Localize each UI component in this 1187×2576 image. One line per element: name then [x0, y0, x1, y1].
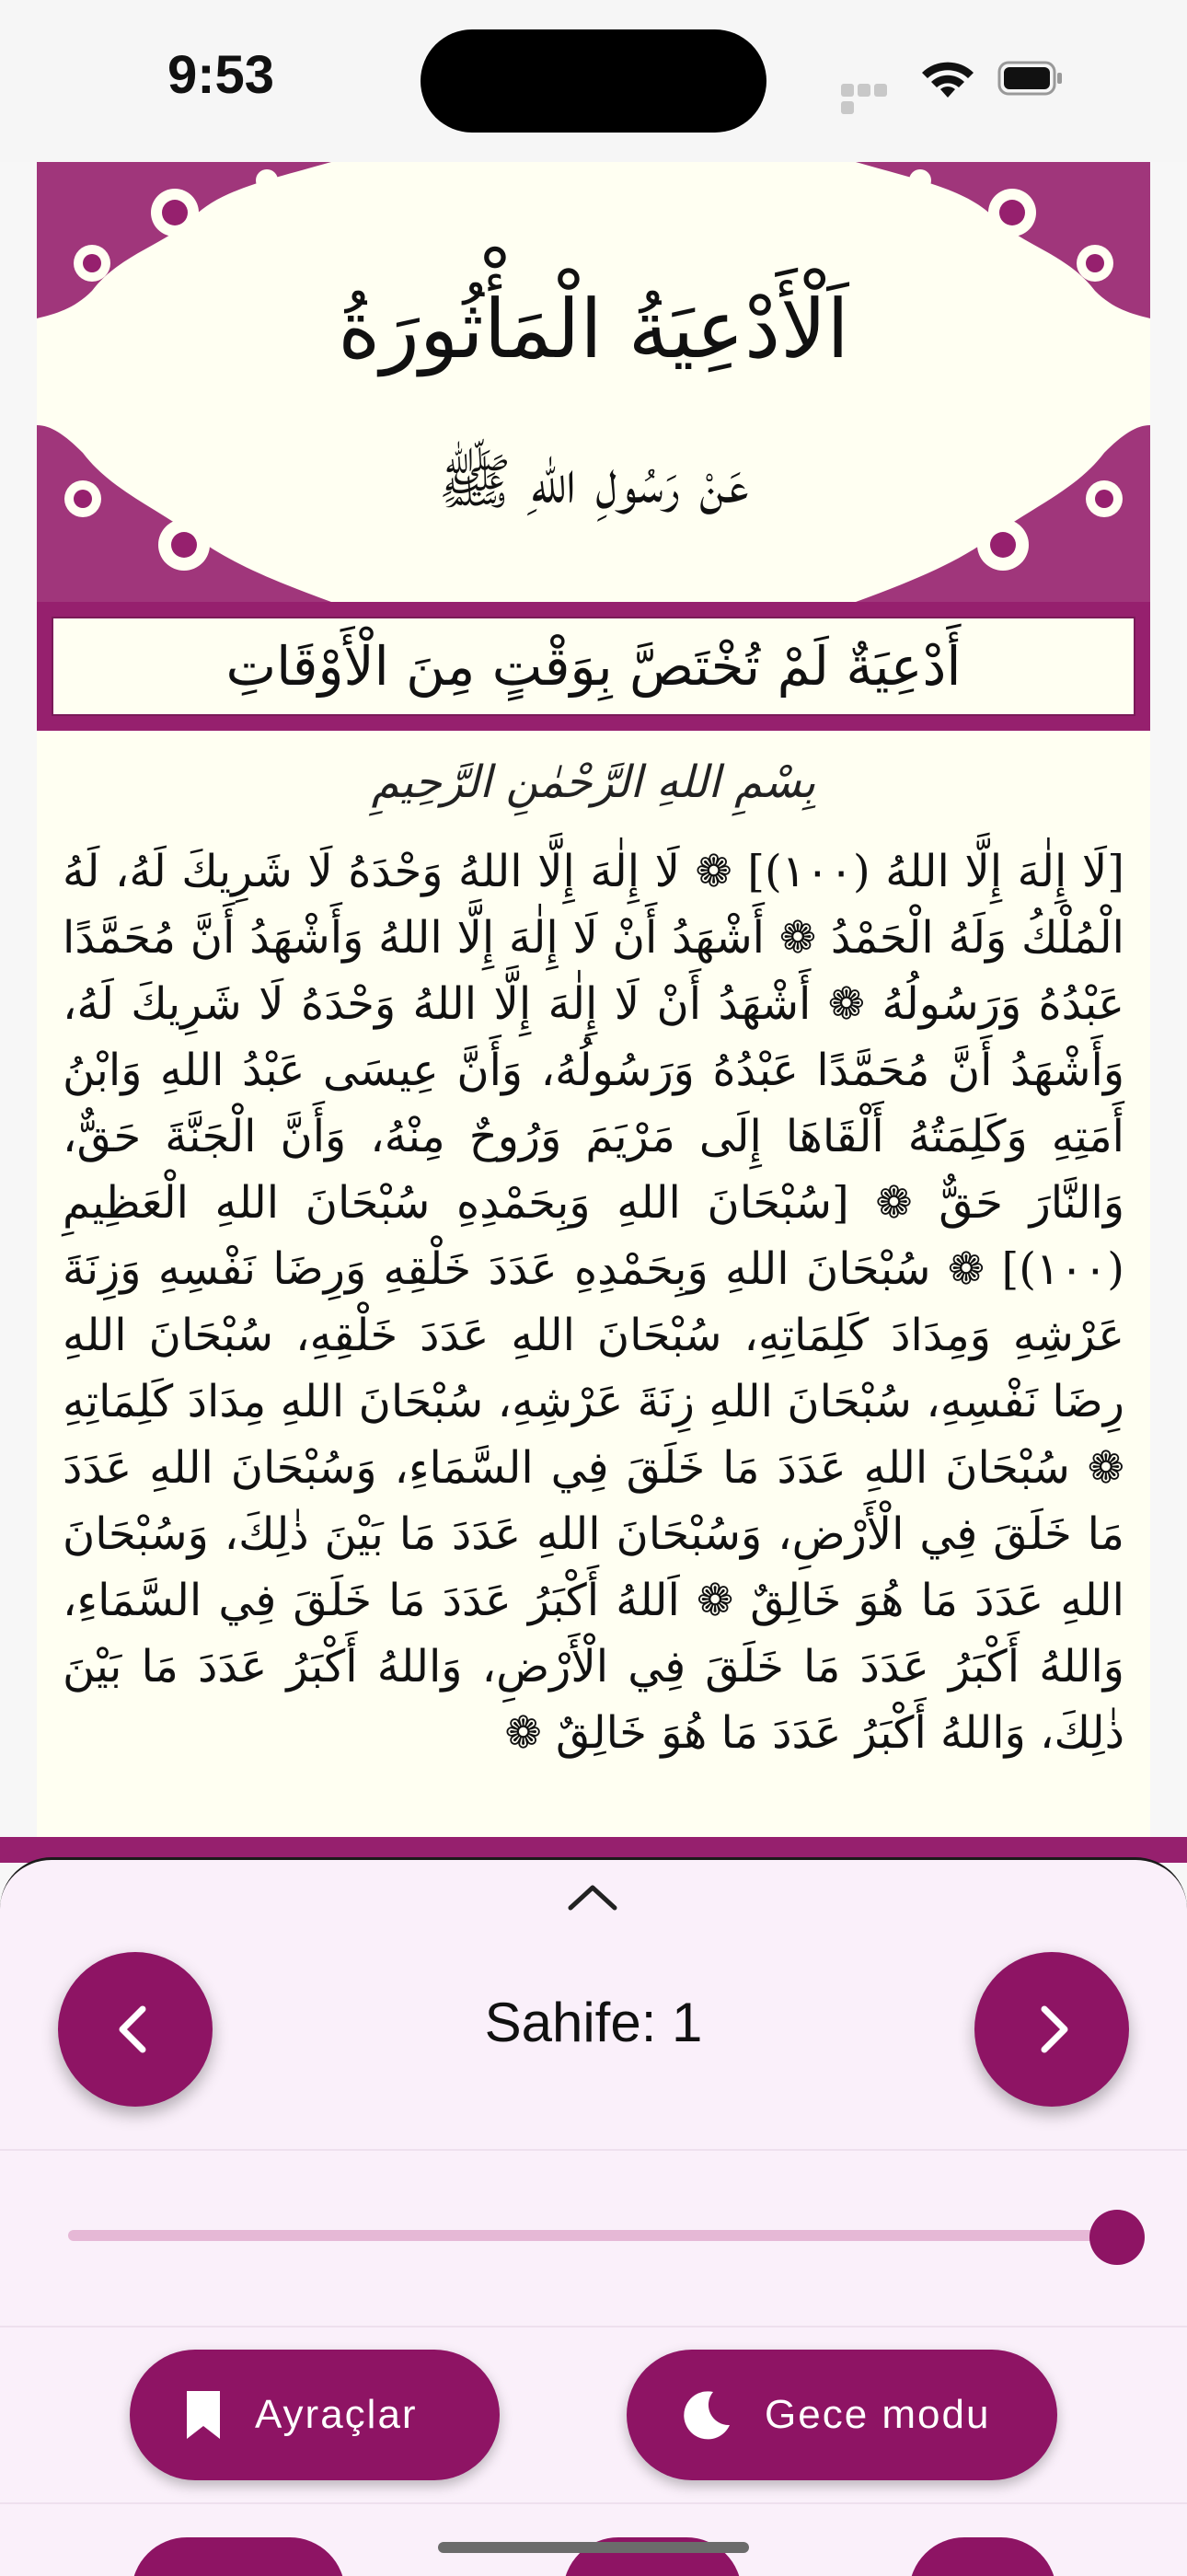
prayer-text: [لَا إِلٰهَ إِلَّا اللهُ (١٠٠)] ❁ لَا إِلٰهَ إِلَّا اللهُ وَحْدَهُ لَا شَرِيكَ لَهُ، لَهُ الْمُلْكُ وَلَهُ الْحَمْدُ ❁ أَشْهَدُ أَنْ لَا إِلٰهَ إِلَّا اللهُ وَأَشْهَدُ أَنَّ مُحَمَّدًا عَبْدُهُ وَرَسُولُهُ ❁ أَشْهَدُ أَنْ لَا إِلٰهَ إِلَّا اللهُ وَحْدَهُ لَا شَرِيكَ لَهُ، وَأَشْهَدُ أَنَّ مُحَمَّدًا عَبْدُهُ وَرَسُولُهُ، وَأَنَّ عِيسَى عَبْدُ اللهِ وَابْنُ أَمَتِهِ وَكَلِمَتُهُ أَلْقَاهَا إِلَى مَرْيَمَ وَرُوحٌ مِنْهُ، وَأَنَّ الْجَنَّةَ حَقٌّ، وَالنَّارَ حَقٌّ ❁ [سُبْحَانَ اللهِ وَبِحَمْدِهِ سُبْحَانَ اللهِ الْعَظِيمِ (١٠٠)] ❁ سُبْحَانَ اللهِ وَبِحَمْدِهِ عَدَدَ خَلْقِهِ وَرِضَا نَفْسِهِ وَزِنَةَ عَرْشِهِ وَمِدَادَ كَلِمَاتِهِ، سُبْحَانَ اللهِ عَدَدَ خَلْقِهِ، سُبْحَانَ اللهِ رِضَا نَفْسِهِ، سُبْحَانَ اللهِ زِنَةَ عَرْشِهِ، سُبْحَانَ اللهِ مِدَادَ كَلِمَاتِهِ ❁ سُبْحَانَ اللهِ عَدَدَ مَا خَلَقَ فِي السَّمَاءِ، وَسُبْحَانَ اللهِ عَدَدَ مَا خَلَقَ فِي الْأَرْضِ، وَسُبْحَانَ اللهِ عَدَدَ مَا بَيْنَ ذٰلِكَ، وَسُبْحَانَ اللهِ عَدَدَ مَا هُوَ خَالِقٌ ❁ اَللهُ أَكْبَرُ عَدَدَ مَا خَلَقَ فِي السَّمَاءِ، وَاللهُ أَكْبَرُ عَدَدَ مَا خَلَقَ فِي الْأَرْضِ، وَاللهُ أَكْبَرُ عَدَدَ مَا بَيْنَ ذٰلِكَ، وَاللهُ أَكْبَرُ عَدَدَ مَا هُوَ خَالِقٌ ❁	[63, 846, 1125, 1759]
divider	[0, 2326, 1187, 2328]
section-banner	[37, 602, 1150, 731]
status-bar	[0, 0, 1187, 162]
basmala: بِسْمِ اللهِ الرَّحْمٰنِ الرَّحِيمِ	[371, 757, 816, 808]
bookmarks-button[interactable]	[130, 2350, 500, 2480]
home-indicator	[438, 2542, 749, 2553]
toolbar-button[interactable]	[909, 2537, 1056, 2576]
battery-icon	[997, 59, 1064, 98]
night-mode-label: Gece modu	[765, 2392, 991, 2437]
chevron-up-icon[interactable]	[565, 1880, 620, 1913]
control-sheet	[0, 1857, 1187, 2576]
next-page-button[interactable]	[974, 1952, 1129, 2107]
page-slider-thumb[interactable]	[1089, 2210, 1145, 2265]
wifi-icon	[918, 57, 977, 101]
moon-icon	[680, 2388, 733, 2442]
bookmarks-label: Ayraçlar	[255, 2392, 418, 2437]
page-slider[interactable]	[68, 2230, 1117, 2241]
toolbar-button[interactable]	[132, 2537, 345, 2576]
page-title: اَلْأَدْعِيَةُ الْمَأْثُورَةُ	[338, 282, 849, 376]
section-title: أَدْعِيَةٌ لَمْ تُخْتَصَّ بِوَقْتٍ مِنَ الْأَوْقَاتِ	[52, 617, 1135, 716]
page-header	[37, 162, 1150, 602]
reader-page[interactable]	[37, 162, 1150, 1837]
page-number-label: Sahife: 1	[484, 1992, 703, 2053]
status-time: 9:53	[167, 45, 275, 105]
chevron-right-icon	[1024, 2002, 1079, 2057]
divider	[0, 2149, 1187, 2151]
cellular-signal-icon	[841, 83, 905, 96]
night-mode-button[interactable]	[627, 2350, 1057, 2480]
dynamic-island	[421, 29, 766, 133]
bookmark-icon	[183, 2389, 224, 2441]
divider	[0, 2502, 1187, 2504]
page-subtitle: عَنْ رَسُولِ اللهِ ﷺ	[438, 446, 749, 517]
